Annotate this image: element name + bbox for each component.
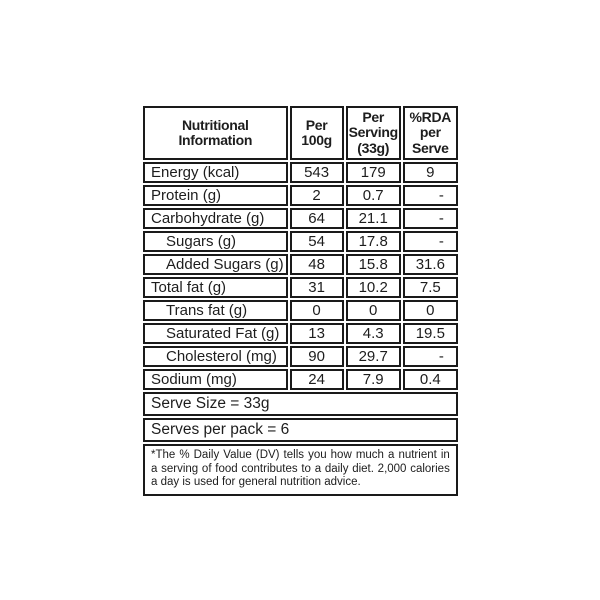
nutrient-row-total-fat bbox=[143, 277, 458, 298]
rda-per-serve-value: 9 bbox=[403, 162, 458, 183]
per-serving-value: 10.2 bbox=[346, 277, 401, 298]
per-serving-value: 4.3 bbox=[346, 323, 401, 344]
nutrient-name: Energy (kcal) bbox=[143, 162, 288, 183]
nutrient-row-sugars bbox=[143, 231, 458, 252]
per-serving-value: 21.1 bbox=[346, 208, 401, 229]
rda-per-serve-value: - bbox=[403, 346, 458, 367]
serves-per-pack-row bbox=[143, 418, 458, 442]
nutrition-table-header bbox=[143, 106, 458, 160]
rda-per-serve-value: 0 bbox=[403, 300, 458, 321]
per-100g-value: 24 bbox=[290, 369, 344, 390]
nutrient-name: Cholesterol (mg) bbox=[143, 346, 288, 367]
nutrient-name: Total fat (g) bbox=[143, 277, 288, 298]
nutrient-row-cholesterol bbox=[143, 346, 458, 367]
per-serving-value: 15.8 bbox=[346, 254, 401, 275]
per-100g-value: 0 bbox=[290, 300, 344, 321]
nutrient-row-energy bbox=[143, 162, 458, 183]
serve-size-row bbox=[143, 392, 458, 416]
nutrient-row-added-sugars bbox=[143, 254, 458, 275]
rda-per-serve-value: 19.5 bbox=[403, 323, 458, 344]
rda-per-serve-value: - bbox=[403, 185, 458, 206]
per-serving-value: 0 bbox=[346, 300, 401, 321]
footnote-row bbox=[143, 444, 458, 496]
rda-per-serve-value: 7.5 bbox=[403, 277, 458, 298]
nutrition-table bbox=[141, 104, 460, 498]
nutrient-name: Saturated Fat (g) bbox=[143, 323, 288, 344]
per-serving-value: 7.9 bbox=[346, 369, 401, 390]
per-serving-value: 29.7 bbox=[346, 346, 401, 367]
per-100g-value: 54 bbox=[290, 231, 344, 252]
nutrient-row-saturated-fat bbox=[143, 323, 458, 344]
per-100g-value: 2 bbox=[290, 185, 344, 206]
nutrient-name: Protein (g) bbox=[143, 185, 288, 206]
nutrient-row-protein bbox=[143, 185, 458, 206]
nutrient-name: Trans fat (g) bbox=[143, 300, 288, 321]
nutrient-name: Sodium (mg) bbox=[143, 369, 288, 390]
serves-per-pack-text: Serves per pack = 6 bbox=[143, 418, 458, 442]
header-per-serving: Per Serving (33g) bbox=[346, 106, 401, 160]
header-rda-per-serve: %RDA per Serve bbox=[403, 106, 458, 160]
rda-per-serve-value: - bbox=[403, 231, 458, 252]
nutrient-name: Added Sugars (g) bbox=[143, 254, 288, 275]
per-100g-value: 543 bbox=[290, 162, 344, 183]
header-nutritional-information: Nutritional Information bbox=[143, 106, 288, 160]
per-100g-value: 13 bbox=[290, 323, 344, 344]
per-serving-value: 0.7 bbox=[346, 185, 401, 206]
daily-value-footnote: *The % Daily Value (DV) tells you how much a nutrient in a serving of food contributes to a daily diet. 2,000 calories a day is used for general nutrition advice. bbox=[143, 444, 458, 496]
header-row bbox=[143, 106, 458, 160]
rda-per-serve-value: 0.4 bbox=[403, 369, 458, 390]
nutrient-row-sodium bbox=[143, 369, 458, 390]
nutrient-row-carbohydrate bbox=[143, 208, 458, 229]
per-serving-value: 179 bbox=[346, 162, 401, 183]
rda-per-serve-value: 31.6 bbox=[403, 254, 458, 275]
nutrient-name: Sugars (g) bbox=[143, 231, 288, 252]
serve-size-text: Serve Size = 33g bbox=[143, 392, 458, 416]
per-serving-value: 17.8 bbox=[346, 231, 401, 252]
per-100g-value: 90 bbox=[290, 346, 344, 367]
per-100g-value: 31 bbox=[290, 277, 344, 298]
rda-per-serve-value: - bbox=[403, 208, 458, 229]
per-100g-value: 64 bbox=[290, 208, 344, 229]
nutrition-table-body bbox=[143, 162, 458, 496]
nutrient-row-trans-fat bbox=[143, 300, 458, 321]
nutrient-name: Carbohydrate (g) bbox=[143, 208, 288, 229]
per-100g-value: 48 bbox=[290, 254, 344, 275]
header-per-100g: Per 100g bbox=[290, 106, 344, 160]
